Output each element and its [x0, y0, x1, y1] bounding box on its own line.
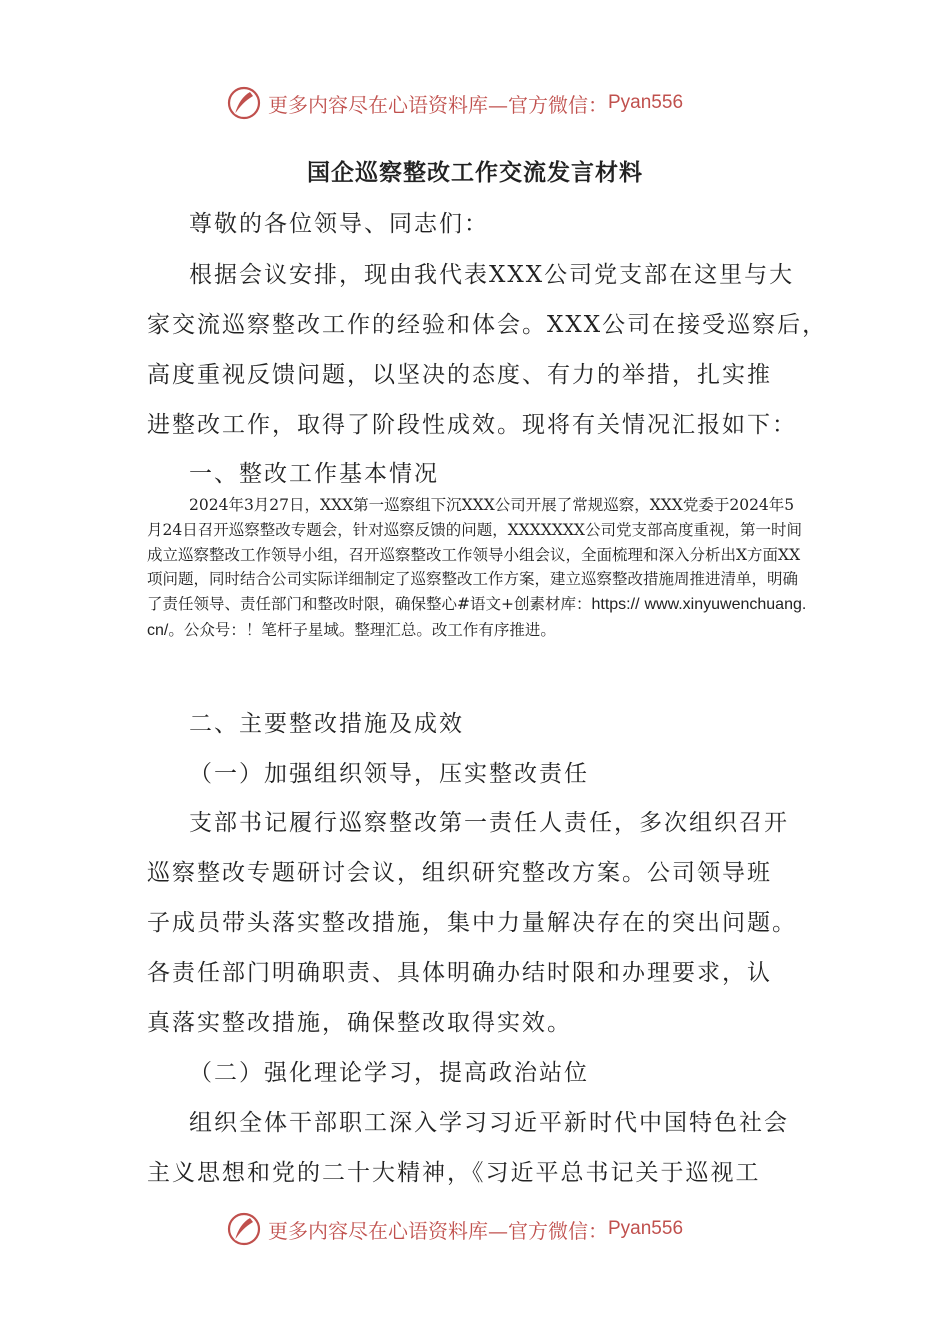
section2-heading: 二、主要整改措施及成效 — [189, 711, 464, 737]
quill-pen-icon — [226, 1211, 262, 1247]
subsection2-heading: （二）强化理论学习，提高政治站位 — [189, 1060, 589, 1086]
section1-heading: 一、整改工作基本情况 — [189, 461, 439, 487]
sub1-line-2: 巡察整改专题研讨会议，组织研究整改方案。公司领导班 — [147, 860, 772, 886]
quill-pen-icon — [226, 85, 262, 121]
intro-line-4: 进整改工作，取得了阶段性成效。现将有关情况汇报如下： — [147, 412, 797, 438]
banner-text: 更多内容尽在心语资料库—官方微信： — [268, 1218, 608, 1243]
salutation: 尊敬的各位领导、同志们： — [189, 211, 489, 237]
sub2-line-2: 主义思想和党的二十大精神，《习近平总书记关于巡视工 — [147, 1160, 761, 1186]
sub1-line-3: 子成员带头落实整改措施，集中力量解决存在的突出问题。 — [147, 910, 797, 936]
intro-line-2: 家交流巡察整改工作的经验和体会。XXX公司在接受巡察后， — [147, 312, 828, 338]
header-watermark-banner — [226, 83, 683, 123]
subsection1-heading: （一）加强组织领导，压实整改责任 — [189, 761, 589, 787]
sub1-line-4: 各责任部门明确职责、具体明确办结时限和办理要求，认 — [147, 960, 772, 986]
document-title: 国企巡察整改工作交流发言材料 — [307, 159, 643, 186]
sub1-line-1: 支部书记履行巡察整改第一责任人责任，多次组织召开 — [189, 810, 789, 836]
intro-line-1: 根据会议安排，现由我代表XXX公司党支部在这里与大 — [189, 262, 795, 288]
sub2-line-1: 组织全体干部职工深入学习习近平新时代中国特色社会 — [189, 1110, 789, 1136]
source-url-part-1: https:// — [591, 596, 640, 614]
banner-wechat-handle: Pyan556 — [608, 1218, 684, 1239]
banner-text: 更多内容尽在心语资料库—官方微信： — [268, 92, 608, 117]
banner-wechat-handle: Pyan556 — [608, 92, 684, 113]
sub1-line-5: 真落实整改措施，确保整改取得实效。 — [147, 1010, 572, 1036]
intro-line-3: 高度重视反馈问题，以坚决的态度、有力的举措，扎实推 — [147, 362, 772, 388]
section1-paragraph — [147, 493, 807, 644]
section1-text: 2024年3月27日，XXX第一巡察组下沉XXX公司开展了常规巡察，XXX党委于2024年5月24日召开巡察整改专题会，针对巡察反馈的问题，XXXXXXX公司党支部高度重视，第一时间成立巡察整改工作领导小组，召开巡察整改工作领导小组会议，全面梳理和深入分析出X方面XX项问题，同时结合公司实际详细制定了巡察整改工作方案，建立巡察整改措施周推进清单，明确了责任领导、责任部门和整改时限，确保整心#语文+创素材库： — [147, 496, 802, 614]
footer-watermark-banner — [226, 1209, 683, 1249]
source-url-part-2: www.xinyuwenchuang.cn/ — [147, 596, 807, 639]
section1-text-tail: 。公众号：！笔杆子星域。整理汇总。改工作有序推进。 — [168, 620, 556, 639]
